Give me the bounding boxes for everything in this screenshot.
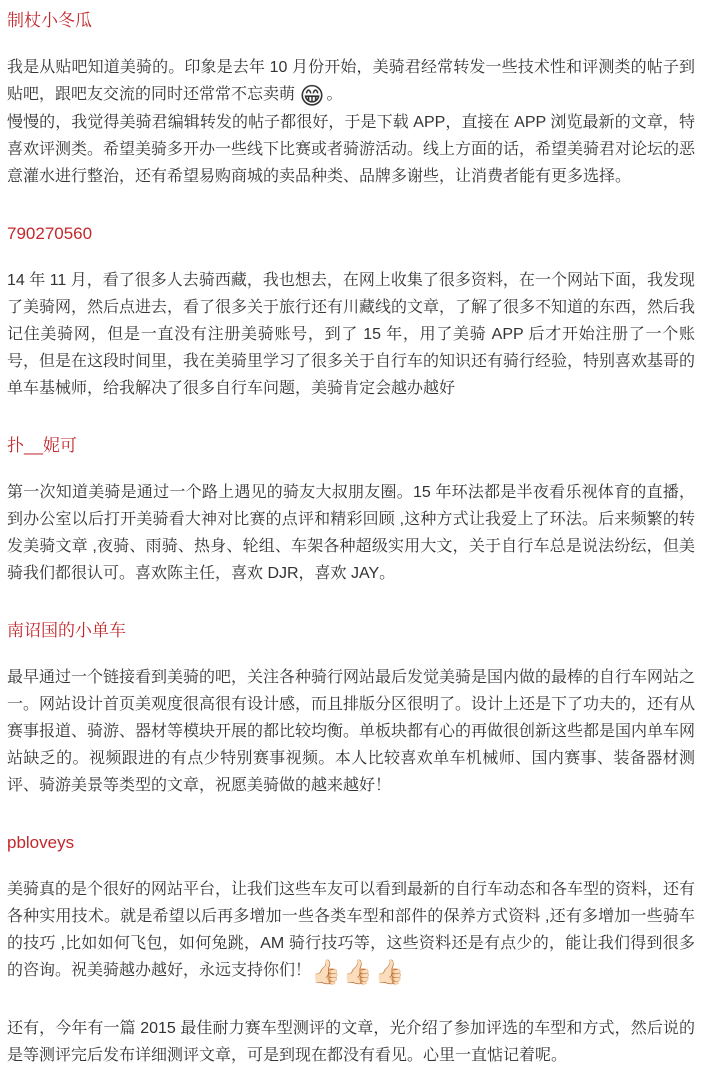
username-heading: 790270560 (7, 224, 93, 243)
comment-section (7, 223, 695, 402)
username-heading: 南诏国的小单车 (7, 621, 126, 640)
thumbs-up-emoji: 👍🏻👍🏻👍🏻 (311, 959, 407, 986)
comment-text: 。 (326, 86, 343, 103)
comment-section (7, 435, 695, 587)
username-heading: pbloveys (7, 833, 75, 852)
comment-text: 我是从贴吧知道美骑的。印象是去年 10 月份开始，美骑君经常转发一些技术性和评测类的帖子到贴吧，跟吧友交流的同时还常常不忘卖萌 (7, 59, 695, 103)
comment-paragraph: 第一次知道美骑是通过一个路上遇见的骑友大叔朋友圈。15 年环法都是半夜看乐视体育的直播，到办公室以后打开美骑看大神对比赛的点评和精彩回顾 ,这种方式让我爱上了环法。后来频繁的转发美骑文章 ,夜骑、雨骑、热身、轮组、车架各种超级实用大文，关于自行车总是说法纷纭，但美骑我们都很认可。喜欢陈主任，喜欢 DJR，喜欢 JAY。 (7, 484, 695, 582)
comment-text: 美骑真的是个很好的网站平台，让我们这些车友可以看到最新的自行车动态和各车型的资料，还有各种实用技术。就是希望以后再多增加一些各类车型和部件的保养方式资料 ,还有多增加一些骑车的技巧 ,比如如何飞包，如何兔跳，AM 骑行技巧等，这些资料还是有点少的，能让我们得到很多的咨询。祝美骑越办越好，永远支持你们！ (7, 881, 696, 979)
comment-paragraph (7, 54, 695, 109)
username-heading: 扑__妮可 (7, 436, 77, 455)
comment-paragraph: 慢慢的，我觉得美骑君编辑转发的帖子都很好，于是下载 APP，直接在 APP 浏览最新的文章，特喜欢评测类。希望美骑多开办一些线下比赛或者骑游活动。线上方面的话，希望美骑君对论坛的恶意灌水进行整治，还有希望易购商城的卖品种类、品牌多谢些，让消费者能有更多选择。 (7, 114, 696, 185)
comment-paragraph: 最早通过一个链接看到美骑的吧，关注各种骑行网站最后发觉美骑是国内做的最棒的自行车网站之一。网站设计首页美观度很高很有设计感，而且排版分区很明了。设计上还是下了功夫的，还有从赛事报道、骑游、器材等模块开展的都比较均衡。单板块都有心的再做很创新这些都是国内单车网站缺乏的。视频跟进的有点少特别赛事视频。本人比较喜欢单车机械师、国内赛事、装备器材测评、骑游美景等类型的文章，祝愿美骑做的越来越好！ (7, 669, 696, 794)
username-heading: 制杖小冬瓜 (7, 11, 92, 30)
comment-paragraph (7, 876, 695, 985)
comment-section (7, 832, 695, 1069)
grinning-face-emoji: 😁 (299, 83, 327, 110)
comment-paragraph: 14 年 11 月，看了很多人去骑西藏，我也想去，在网上收集了很多资料，在一个网站下面，我发现了美骑网，然后点进去，看了很多关于旅行还有川藏线的文章，了解了很多不知道的东西，然后我记住美骑网，但是一直没有注册美骑账号，到了 15 年，用了美骑 APP 后才开始注册了一个账号，但是在这段时间里，我在美骑里学习了很多关于自行车的知识还有骑行经验，特别喜欢基哥的单车基械师，给我解决了很多自行车问题，美骑肯定会越办越好 (7, 272, 696, 397)
comment-section (7, 10, 695, 190)
comment-paragraph: 还有，今年有一篇 2015 最佳耐力赛车型测评的文章，光介绍了参加评选的车型和方式，然后说的是等测评完后发布详细测评文章，可是到现在都没有看见。心里一直惦记着呢。 (7, 1020, 695, 1064)
comment-section (7, 620, 695, 799)
